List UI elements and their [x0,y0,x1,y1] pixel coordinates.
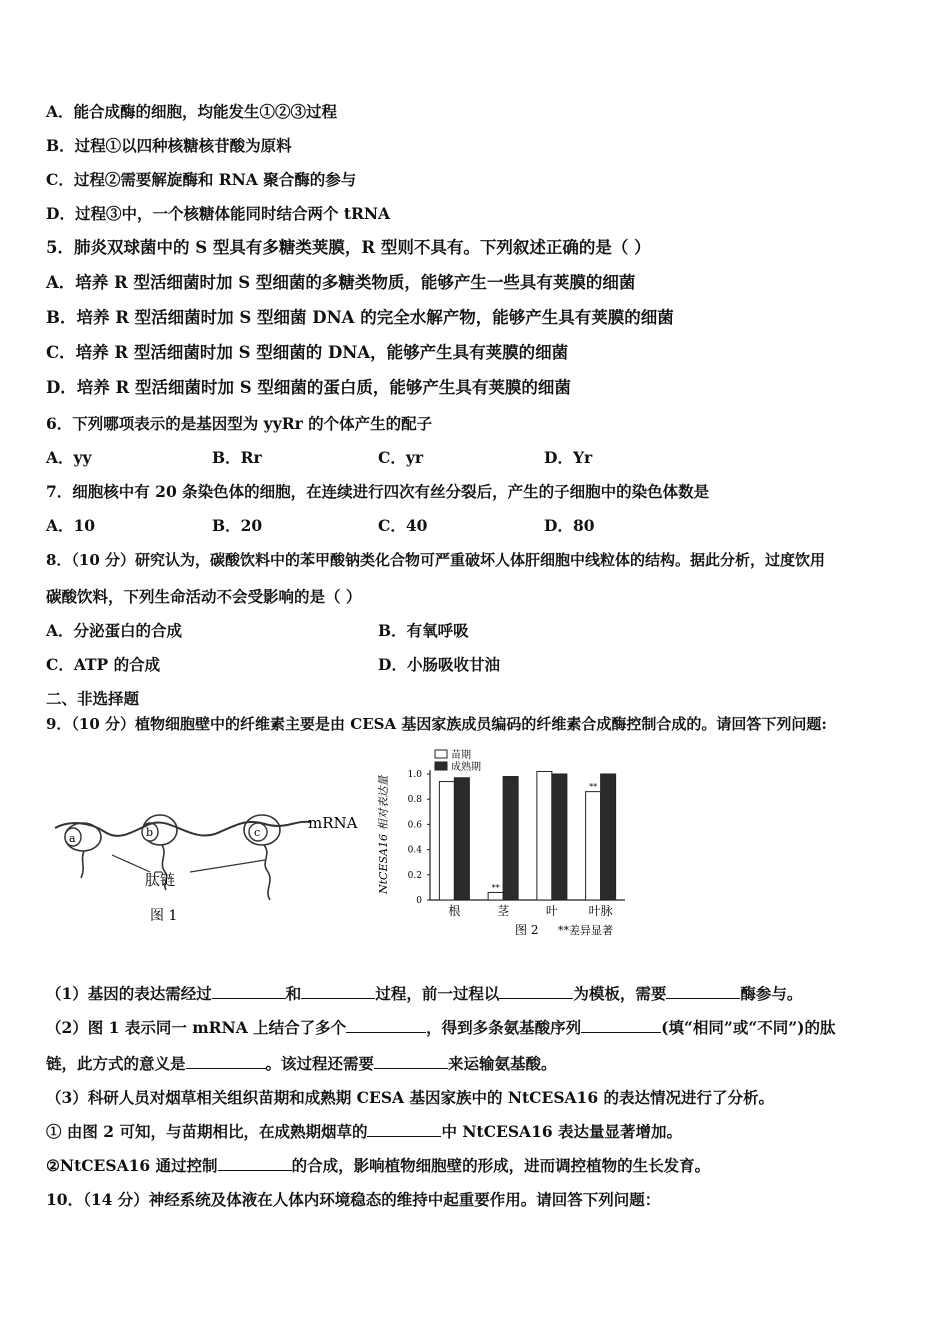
answer-blank[interactable] [212,984,286,999]
answer-blank[interactable] [499,984,573,999]
x-tick-label: 根 [448,904,461,918]
q4-option-b: B．过程①以四种核糖核苷酸为原料 [46,136,292,155]
y-axis-label: NtCESA16 相对表达量 [377,775,390,894]
q5-stem: 5．肺炎双球菌中的 S 型具有多糖类荚膜，R 型则不具有。下列叙述正确的是（ ） [46,238,651,257]
q7-stem: 7．细胞核中有 20 条染色体的细胞，在连续进行四次有丝分裂后，产生的子细胞中的染色体数是 [46,482,710,501]
q6-option-a: A．yy [46,448,92,467]
peptide-chain-c [264,845,270,900]
q9-sub2-line1 [46,1018,836,1038]
bar-seedling-2 [537,771,552,900]
bar-seedling-3 [586,792,601,900]
q9-sub1-text4: 为模板，需要 [573,984,667,1003]
q9-sub1-text5: 酶参与。 [740,984,803,1003]
q8-option-d: D．小肠吸收甘油 [378,655,500,674]
legend-swatch-mature [435,762,447,770]
q7-option-c: C．40 [378,516,428,535]
q9-sub1-text2: 和 [285,984,302,1003]
y-tick-label: 0.6 [407,820,422,831]
x-tick-label: 茎 [497,904,510,918]
figure-2-caption: 图 2 [515,923,539,937]
legend-label-mature: 成熟期 [451,762,481,773]
answer-blank[interactable] [346,1018,426,1033]
significance-mark: ** [491,883,500,893]
q9-sub3-item2-text2: 的合成，影响植物细胞壁的形成，进而调控植物的生长发育。 [291,1156,711,1175]
answer-blank[interactable] [581,1018,661,1033]
q6-option-c: C．yr [378,448,424,467]
q8-option-c: C．ATP 的合成 [46,655,161,674]
answer-blank[interactable] [374,1054,448,1069]
q5-option-b: B．培养 R 型活细菌时加 S 型细菌 DNA 的完全水解产物，能够产生具有荚膜的细菌 [46,308,674,327]
y-tick-label: 0.8 [407,795,422,806]
significance-mark: ** [589,782,598,792]
legend-label-seedling: 苗期 [451,750,471,761]
y-tick-label: 0.2 [407,870,422,881]
bar-mature-1 [503,777,518,900]
bar-seedling-1 [488,892,503,900]
q9-sub3-item1-text2: 中 NtCESA16 表达量显著增加。 [441,1122,683,1141]
bar-seedling-0 [439,782,454,900]
mrna-label: mRNA [308,814,358,832]
chart-legend [435,748,481,773]
q4-option-d: D．过程③中，一个核糖体能同时结合两个 tRNA [46,204,391,223]
q9-sub1 [46,984,802,1004]
y-tick-label: 0.4 [407,845,422,856]
figure-2-note: **差异显著 [558,924,613,937]
y-tick-label: 1.0 [407,770,422,780]
q6-stem: 6．下列哪项表示的是基因型为 yyRr 的个体产生的配子 [46,414,433,433]
answer-blank[interactable] [666,984,740,999]
q9-sub2-text1: （2）图 1 表示同一 mRNA 上结合了多个 [46,1018,347,1037]
q7-option-d: D．80 [544,516,595,535]
q9-sub2-text2: ，得到多条氨基酸序列 [426,1018,582,1037]
q7-option-b: B．20 [212,516,263,535]
figure-1-ribosomes [50,760,370,940]
q8-option-a: A．分泌蛋白的合成 [46,621,183,640]
q7-option-a: A．10 [46,516,96,535]
q4-option-a: A．能合成酶的细胞，均能发生①②③过程 [46,102,338,121]
x-tick-label: 叶脉 [588,904,613,918]
q9-sub3-item2-text1: ②NtCESA16 通过控制 [46,1156,218,1175]
q9-sub2-text4: 链，此方式的意义是 [46,1054,186,1073]
q4-option-c: C．过程②需要解旋酶和 RNA 聚合酶的参与 [46,170,357,189]
q5-option-c: C．培养 R 型活细菌时加 S 型细菌的 DNA，能够产生具有荚膜的细菌 [46,343,569,362]
bar-mature-3 [601,774,616,900]
answer-blank[interactable] [301,984,375,999]
q9-sub2-text5: 。该过程还需要 [265,1054,375,1073]
peptide-label: 肽链 [145,871,176,889]
q9-sub3-item1 [46,1122,682,1142]
q6-option-b: B．Rr [212,448,262,467]
q8-stem-line2: 碳酸饮料，下列生命活动不会受影响的是（ ） [46,587,362,606]
ribosome-label-b: b [146,826,154,839]
section-title: 二、非选择题 [46,689,140,708]
answer-blank[interactable] [186,1054,266,1069]
q10-stem: 10．（14 分）神经系统及体液在人体内环境稳态的维持中起重要作用。请回答下列问题： [46,1190,661,1209]
ribosome-c [244,815,280,845]
bar-mature-0 [454,778,469,900]
q9-sub3-stem: （3）科研人员对烟草相关组织苗期和成熟期 CESA 基因家族中的 NtCESA16 的表达情况进行了分析。 [46,1088,775,1107]
q9-sub2-text6: 来运输氨基酸。 [448,1054,557,1073]
q5-option-a: A．培养 R 型活细菌时加 S 型细菌的多糖类物质，能够产生一些具有荚膜的细菌 [46,273,636,292]
figure-1-caption: 图 1 [150,908,178,924]
answer-blank[interactable] [367,1122,441,1137]
ribosome-label-c: c [254,826,261,839]
q6-option-d: D．Yr [544,448,593,467]
ribosome-label-a: a [69,832,76,845]
q9-sub1-text3: 过程，前一过程以 [375,984,500,1003]
answer-blank[interactable] [218,1156,292,1171]
y-tick-label: 0 [416,896,422,906]
q9-sub3-item1-text1: ① 由图 2 可知，与苗期相比，在成熟期烟草的 [46,1122,368,1141]
bar-mature-2 [552,774,567,900]
q9-sub3-item2 [46,1156,710,1176]
q8-stem-line1: 8．（10 分）研究认为，碳酸饮料中的苯甲酸钠类化合物可严重破坏人体肝细胞中线粒体的结构。据此分析，过度饮用 [46,551,826,569]
q8-option-b: B．有氧呼吸 [378,621,469,640]
q5-option-d: D．培养 R 型活细菌时加 S 型细菌的蛋白质，能够产生具有荚膜的细菌 [46,378,571,397]
q9-sub1-text1: （1）基因的表达需经过 [46,984,212,1003]
q9-sub2-line2 [46,1054,557,1074]
peptide-chain-a [81,851,84,878]
q9-sub2-text3: (填“相同”或“不同”)的肽 [661,1018,836,1037]
legend-swatch-seedling [435,750,447,758]
q9-stem: 9．（10 分）植物细胞壁中的纤维素主要是由 CESA 基因家族成员编码的纤维素合成酶控制合成的。请回答下列问题: [46,715,827,733]
x-tick-label: 叶 [545,904,558,918]
figure-2-bar-chart [370,744,660,944]
